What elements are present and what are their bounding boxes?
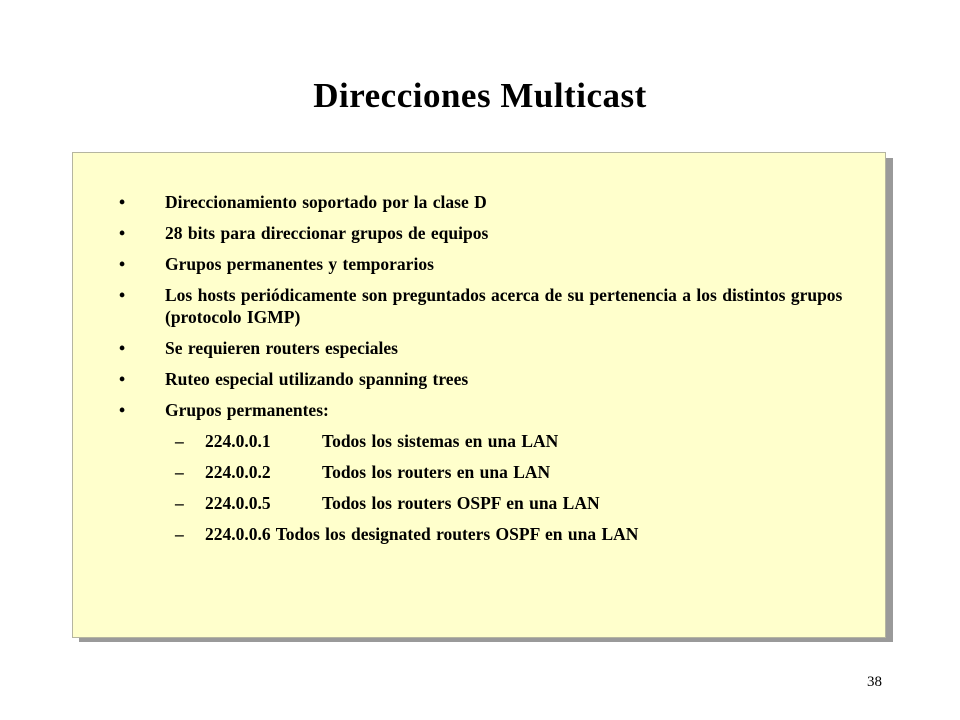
address-description: Todos los sistemas en una LAN [322, 431, 559, 451]
bullet-dot-icon: • [119, 285, 126, 305]
bullet-dot-icon: • [119, 254, 126, 274]
bullet-item-grupos [119, 253, 849, 275]
bullet-dot-icon: • [119, 338, 126, 358]
bullet-text: Direccionamiento soportado por la clase D [165, 192, 487, 212]
sub-item-address [119, 492, 849, 514]
multicast-address: 224.0.0.2 [205, 462, 271, 482]
bullet-list [119, 191, 849, 554]
multicast-address: 224.0.0.5 [205, 493, 271, 513]
content-box [72, 152, 886, 638]
bullet-dot-icon: • [119, 369, 126, 389]
bullet-item-spanning-trees [119, 368, 849, 390]
address-description: Todos los routers en una LAN [322, 462, 551, 482]
bullet-item-permanentes [119, 399, 849, 421]
multicast-address: 224.0.0.1 [205, 431, 271, 451]
bullet-text: Grupos permanentes: [165, 400, 329, 420]
address-description: Todos los routers OSPF en una LAN [322, 493, 600, 513]
bullet-item-igmp [119, 284, 849, 328]
dash-icon: – [175, 431, 184, 451]
bullet-item-clase-d [119, 191, 849, 213]
bullet-dot-icon: • [119, 400, 126, 420]
bullet-item-28-bits [119, 222, 849, 244]
page-number: 38 [867, 674, 882, 690]
dash-icon: – [175, 524, 184, 544]
bullet-text: Ruteo especial utilizando spanning trees [165, 369, 469, 389]
sub-item-address [119, 430, 849, 452]
sub-item-address [119, 523, 849, 545]
bullet-text: 28 bits para direccionar grupos de equipos [165, 223, 489, 243]
slide-title: Direcciones Multicast [313, 76, 647, 115]
bullet-text: Se requieren routers especiales [165, 338, 398, 358]
bullet-dot-icon: • [119, 223, 126, 243]
sub-item-address [119, 461, 849, 483]
bullet-text: Los hosts periódicamente son preguntados acerca de su pertenencia a los distintos grupos (protocolo IGMP) [165, 285, 843, 327]
dash-icon: – [175, 462, 184, 482]
bullet-dot-icon: • [119, 192, 126, 212]
dash-icon: – [175, 493, 184, 513]
bullet-item-routers [119, 337, 849, 359]
bullet-text: Grupos permanentes y temporarios [165, 254, 434, 274]
multicast-address: 224.0.0.6 [205, 524, 271, 544]
address-description: Todos los designated routers OSPF en una LAN [275, 524, 639, 544]
